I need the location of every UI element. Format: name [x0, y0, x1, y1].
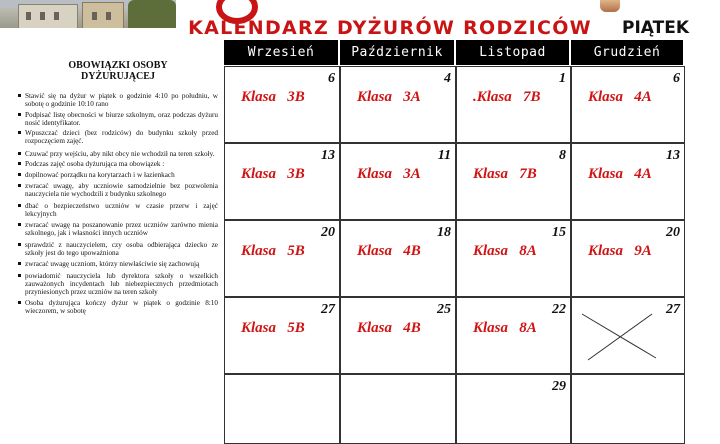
duties-heading	[20, 60, 216, 82]
duties-panel	[0, 48, 222, 400]
calendar-cell	[456, 297, 571, 374]
calendar-cell	[340, 66, 456, 143]
cell-date: 27	[321, 302, 335, 317]
duty-item: zwracać uwagę na poszanowanie przez uczniów zarówno mienia szkolnego, jak i własności innych uczniów	[18, 221, 218, 237]
cell-class: Klasa 9A	[588, 243, 652, 259]
cell-class: Klasa 4B	[357, 320, 421, 336]
cell-class: Klasa 4B	[357, 243, 421, 259]
duties-heading-line-2: DYŻURUJĄCEJ	[81, 71, 155, 82]
calendar-cell	[224, 220, 340, 297]
cell-class: Klasa 3A	[357, 166, 421, 182]
duty-item: Czuwać przy wejściu, aby nikt obcy nie wchodził na teren szkoły.	[18, 150, 218, 158]
calendar-cell	[224, 66, 340, 143]
cell-class: Klasa 5B	[241, 320, 305, 336]
cell-date: 1	[559, 71, 566, 86]
month-header: Listopad	[456, 40, 571, 65]
day-label: PIĄTEK	[622, 18, 690, 38]
calendar-cell	[224, 297, 340, 374]
month-header: Wrzesień	[224, 40, 340, 65]
duty-item: Osoba dyżurująca kończy dyżur w piątek o godzinie 8:10 wieczorem, w sobotę	[18, 299, 218, 315]
calendar-cell	[571, 220, 685, 297]
cell-class: Klasa 8A	[473, 320, 537, 336]
cell-date: 11	[437, 148, 451, 163]
cell-class: Klasa 3A	[357, 89, 421, 105]
month-header: Grudzień	[571, 40, 685, 65]
calendar-cell	[571, 297, 685, 374]
page-title: KALENDARZ DYŻURÓW RODZICÓW	[188, 17, 592, 39]
calendar-cell	[456, 220, 571, 297]
cell-class: .Klasa 7B	[473, 89, 541, 105]
calendar-cell	[571, 66, 685, 143]
duty-item: dopilnować porządku na korytarzach i w łazienkach	[18, 171, 218, 179]
duty-item: sprawdzić z nauczycielem, czy osoba odbierająca dziecko ze szkoły jest do tego upoważniona	[18, 241, 218, 257]
duty-item: powiadomić nauczyciela lub dyrektora szkoły o wszelkich zauważonych incydentach lub niebezpiecznych przedmiotach przyniesionych przez uczniów na teren szkoły	[18, 272, 218, 296]
calendar-cell	[571, 374, 685, 444]
duty-item: dbać o bezpieczeństwo uczniów w czasie przerw i zajęć lekcyjnych	[18, 202, 218, 218]
duty-item: zwracać uwagę, aby uczniowie samodzielnie bez pozwolenia nauczyciela nie wychodzili z budynku szkolnego	[18, 182, 218, 198]
calendar-cell	[340, 220, 456, 297]
calendar-cell	[340, 143, 456, 220]
cell-class: Klasa 8A	[473, 243, 537, 259]
cell-date: 25	[437, 302, 451, 317]
school-building-photo	[0, 0, 176, 28]
cell-date: 20	[321, 225, 335, 240]
duty-item: zwracać uwagę uczniom, którzy niewłaściwie się zachowują	[18, 260, 218, 268]
cell-date: 29	[552, 379, 566, 394]
cell-class: Klasa 4A	[588, 89, 652, 105]
duty-item: Podczas zajęć osoba dyżurująca ma obowiązek :	[18, 160, 218, 168]
cell-date: 8	[559, 148, 566, 163]
cell-date: 20	[666, 225, 680, 240]
cross-line	[582, 314, 656, 358]
duty-item: Podpisać listę obecności w biurze szkolnym, oraz podczas dyżuru nosić identyfikator.	[18, 111, 218, 127]
duty-item: Stawić się na dyżur w piątek o godzinie 4:10 po południu, w sobotę o godzinie 10:10 rano	[18, 92, 218, 108]
calendar-cell	[456, 374, 571, 444]
calendar-cell	[571, 143, 685, 220]
cell-date: 4	[444, 71, 451, 86]
duty-item: Wpuszczać dzieci (bez rodziców) do budynku szkoły przed rozpoczęciem zajęć.	[18, 129, 218, 145]
cell-date: 6	[673, 71, 680, 86]
cell-date: 15	[552, 225, 566, 240]
cross-line	[588, 314, 652, 360]
portrait-photo	[600, 0, 620, 12]
cell-date: 22	[552, 302, 566, 317]
month-header: Październik	[340, 40, 456, 65]
calendar-cell	[224, 374, 340, 444]
cell-date: 13	[666, 148, 680, 163]
duties-list	[0, 92, 218, 315]
calendar-cell	[340, 374, 456, 444]
cell-date: 13	[321, 148, 335, 163]
cell-date: 18	[437, 225, 451, 240]
cell-date: 6	[328, 71, 335, 86]
calendar-cell	[456, 66, 571, 143]
duties-heading-line-1: OBOWIĄZKI OSOBY	[68, 60, 168, 71]
cell-date: 27	[666, 302, 680, 317]
calendar-cell	[224, 143, 340, 220]
cell-class: Klasa 7B	[473, 166, 537, 182]
crossed-out-mark	[572, 298, 686, 375]
cell-class: Klasa 5B	[241, 243, 305, 259]
cell-class: Klasa 3B	[241, 89, 305, 105]
calendar-cell	[340, 297, 456, 374]
calendar-cell	[456, 143, 571, 220]
cell-class: Klasa 3B	[241, 166, 305, 182]
cell-class: Klasa 4A	[588, 166, 652, 182]
